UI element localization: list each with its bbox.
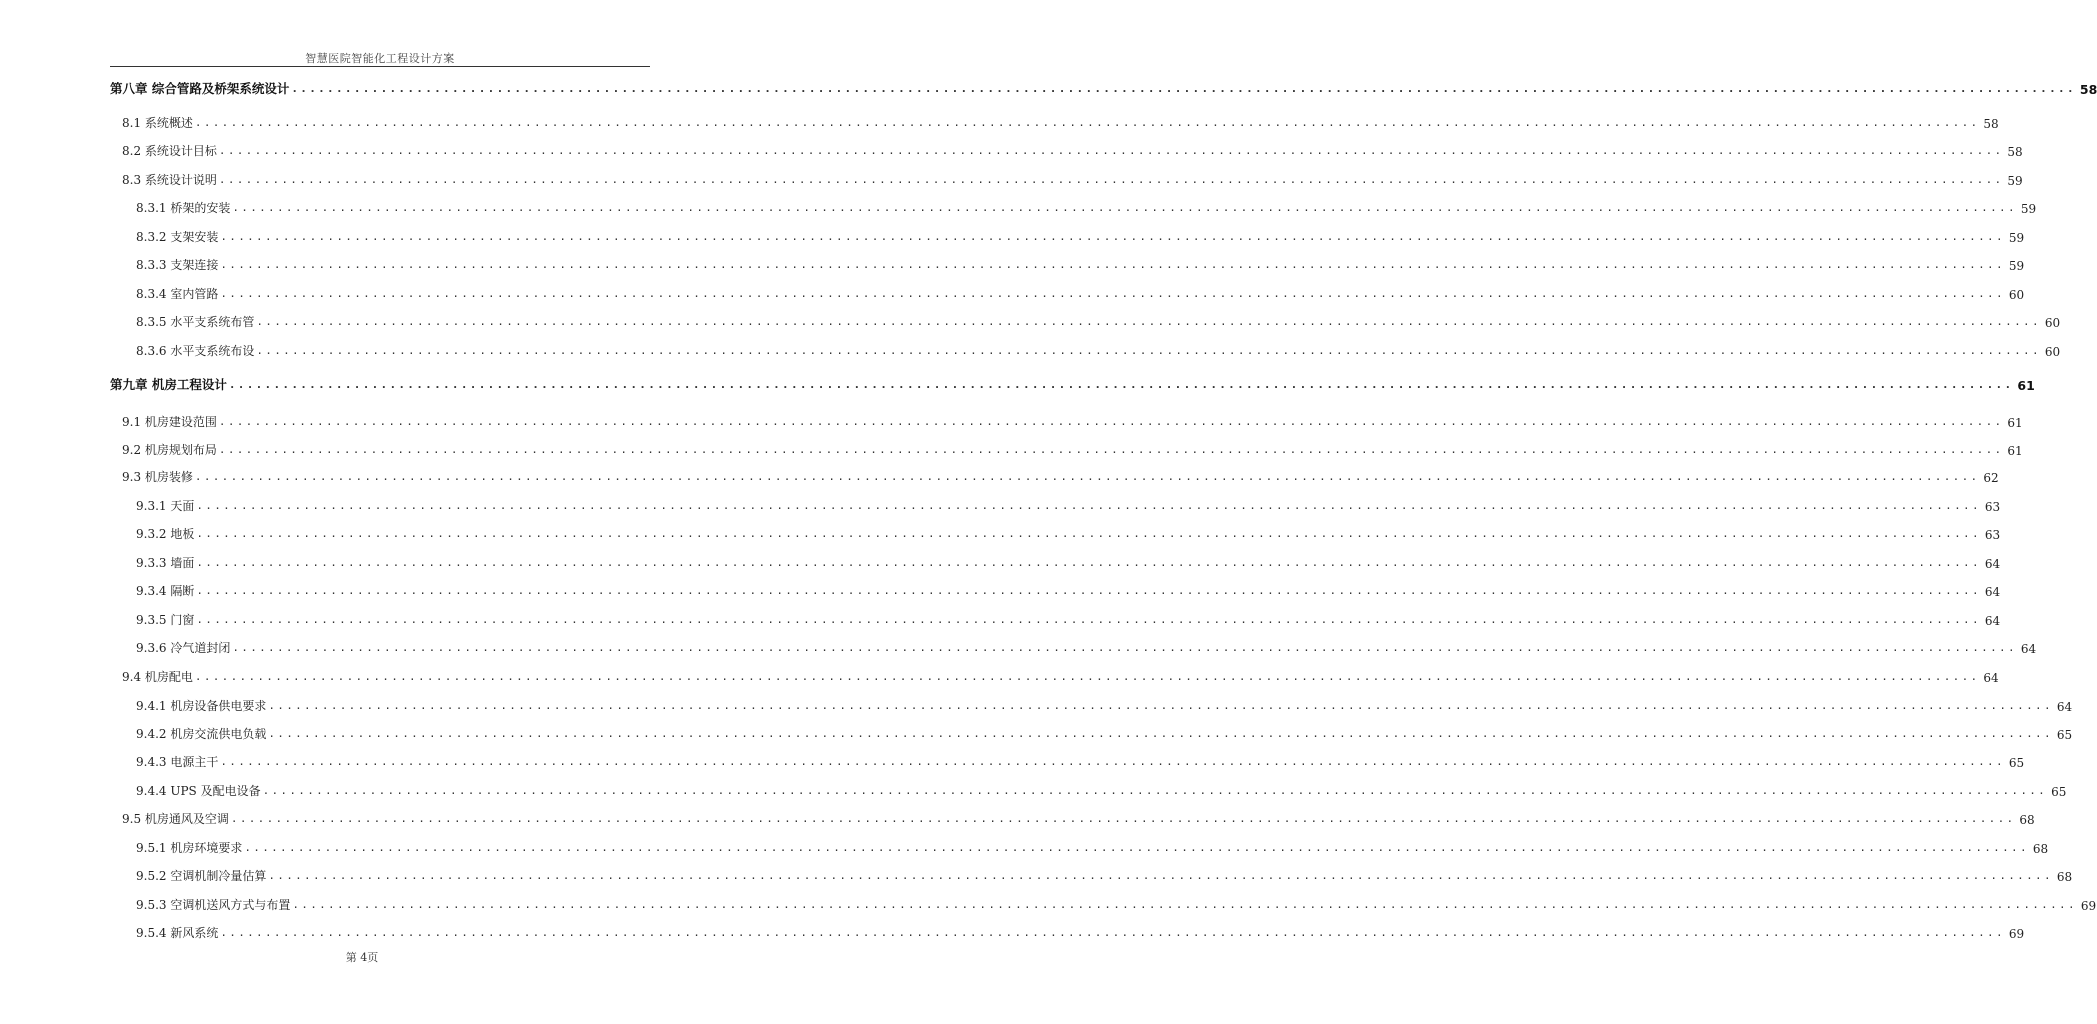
dot-leader: ........................................................................................................................................................................................................	[232, 641, 2017, 654]
dot-leader: ........................................................................................................................................................................................................	[196, 613, 1981, 626]
toc-entry-label: 8.3.1 桥架的安装	[136, 201, 231, 215]
dot-leader: ........................................................................................................................................................................................................	[291, 82, 2076, 95]
dot-leader: ........................................................................................................................................................................................................	[230, 812, 2016, 825]
dot-leader: ........................................................................................................................................................................................................	[244, 841, 2029, 854]
toc-entry-page: 63	[1984, 500, 2001, 514]
dot-leader: ........................................................................................................................................................................................................	[194, 470, 1980, 483]
toc-entry-label: 第九章 机房工程设计	[110, 377, 227, 392]
toc-entry-label: 9.4.4 UPS 及配电设备	[136, 784, 261, 798]
toc-entry[interactable]	[136, 610, 2001, 628]
toc-entry-page: 64	[1984, 614, 2001, 628]
toc-entry[interactable]	[122, 440, 2023, 458]
dot-leader: ........................................................................................................................................................................................................	[262, 784, 2048, 797]
toc-entry[interactable]	[136, 496, 2001, 514]
toc-entry-page: 69	[2080, 899, 2097, 913]
toc-entry-page: 59	[2020, 202, 2037, 216]
dot-leader: ........................................................................................................................................................................................................	[218, 144, 2004, 157]
running-header: 智慧医院智能化工程设计方案	[305, 52, 455, 65]
toc-entry-page: 59	[2008, 259, 2025, 273]
toc-entry[interactable]	[122, 170, 2023, 188]
toc-entry-label: 9.5.4 新风系统	[136, 926, 219, 940]
toc-entry-page: 58	[2007, 145, 2023, 159]
toc-entry-label: 8.3.3 支架连接	[136, 258, 219, 272]
toc-entry[interactable]	[122, 467, 1999, 485]
toc-entry-page: 61	[2007, 444, 2023, 458]
toc-entry-label: 8.3.5 水平支系统布管	[136, 315, 255, 329]
toc-entry-page: 58	[1983, 117, 1999, 131]
toc-entry[interactable]	[110, 79, 2097, 97]
toc-entry-page: 64	[2056, 700, 2073, 714]
toc-entry-page: 65	[2051, 785, 2067, 799]
toc-entry-page: 69	[2008, 927, 2025, 941]
toc-entry-label: 9.4 机房配电	[122, 670, 193, 684]
toc-entry[interactable]	[136, 284, 2025, 302]
toc-entry[interactable]	[136, 866, 2073, 884]
dot-leader: ........................................................................................................................................................................................................	[220, 287, 2005, 300]
toc-entry[interactable]	[122, 809, 2035, 827]
dot-leader: ........................................................................................................................................................................................................	[292, 898, 2077, 911]
toc-entry-page: 63	[1984, 528, 2001, 542]
dot-leader: ........................................................................................................................................................................................................	[268, 699, 2053, 712]
toc-entry-label: 8.3 系统设计说明	[122, 173, 217, 187]
toc-entry-page: 64	[1983, 671, 1999, 685]
toc-entry-label: 9.5.2 空调机制冷量估算	[136, 869, 267, 883]
toc-entry-label: 9.3.2 地板	[136, 527, 195, 541]
dot-leader: ........................................................................................................................................................................................................	[256, 344, 2041, 357]
dot-leader: ........................................................................................................................................................................................................	[196, 556, 1981, 569]
toc-entry-label: 9.2 机房规划布局	[122, 443, 217, 457]
toc-entry[interactable]	[136, 638, 2037, 656]
toc-entry[interactable]	[136, 696, 2073, 714]
header-rule	[110, 66, 650, 67]
toc-entry-page: 64	[1984, 585, 2001, 599]
toc-entry-label: 9.5 机房通风及空调	[122, 812, 229, 826]
dot-leader: ........................................................................................................................................................................................................	[268, 727, 2053, 740]
toc-entry[interactable]	[136, 724, 2073, 742]
toc-entry[interactable]	[110, 375, 2035, 393]
toc-entry[interactable]	[122, 141, 2023, 159]
toc-entry-page: 58	[2079, 82, 2097, 97]
toc-entry-page: 64	[1984, 557, 2001, 571]
dot-leader: ........................................................................................................................................................................................................	[220, 258, 2005, 271]
toc-entry[interactable]	[136, 838, 2049, 856]
toc-entry-page: 61	[2017, 378, 2035, 393]
toc-entry-label: 9.5.3 空调机送风方式与布置	[136, 898, 291, 912]
toc-entry[interactable]	[136, 752, 2025, 770]
toc-entry-label: 8.1 系统概述	[122, 116, 193, 130]
toc-entry-page: 62	[1983, 471, 1999, 485]
toc-entry-page: 64	[2020, 642, 2037, 656]
toc-entry-page: 61	[2007, 416, 2023, 430]
dot-leader: ........................................................................................................................................................................................................	[194, 670, 1980, 683]
dot-leader: ........................................................................................................................................................................................................	[220, 926, 2005, 939]
toc-entry[interactable]	[136, 312, 2061, 330]
page-number: 第 4页	[345, 951, 379, 964]
toc-entry-label: 9.5.1 机房环境要求	[136, 841, 243, 855]
dot-leader: ........................................................................................................................................................................................................	[194, 116, 1980, 129]
toc-entry-page: 59	[2008, 231, 2025, 245]
toc-entry[interactable]	[136, 198, 2037, 216]
dot-leader: ........................................................................................................................................................................................................	[228, 378, 2014, 391]
toc-entry-page: 65	[2056, 728, 2073, 742]
toc-entry[interactable]	[136, 923, 2025, 941]
dot-leader: ........................................................................................................................................................................................................	[218, 415, 2004, 428]
toc-entry-page: 60	[2008, 288, 2025, 302]
toc-entry[interactable]	[136, 341, 2061, 359]
toc-entry-label: 9.1 机房建设范围	[122, 415, 217, 429]
toc-entry-label: 9.3.4 隔断	[136, 584, 195, 598]
toc-entry[interactable]	[136, 581, 2001, 599]
dot-leader: ........................................................................................................................................................................................................	[232, 201, 2017, 214]
toc-entry[interactable]	[136, 895, 2097, 913]
toc-entry-label: 8.3.6 水平支系统布设	[136, 344, 255, 358]
dot-leader: ........................................................................................................................................................................................................	[196, 499, 1981, 512]
toc-entry-label: 9.3.6 冷气道封闭	[136, 641, 231, 655]
dot-leader: ........................................................................................................................................................................................................	[256, 315, 2041, 328]
toc-entry[interactable]	[136, 255, 2025, 273]
toc-entry-label: 9.3.3 墙面	[136, 556, 195, 570]
dot-leader: ........................................................................................................................................................................................................	[268, 869, 2053, 882]
toc-entry-page: 60	[2044, 316, 2061, 330]
toc-entry-page: 65	[2008, 756, 2025, 770]
toc-entry-label: 9.4.1 机房设备供电要求	[136, 699, 267, 713]
toc-entry[interactable]	[136, 227, 2025, 245]
dot-leader: ........................................................................................................................................................................................................	[218, 173, 2004, 186]
toc-entry-label: 9.3.1 天面	[136, 499, 195, 513]
toc-entry-page: 60	[2044, 345, 2061, 359]
toc-entry-label: 8.3.2 支架安装	[136, 230, 219, 244]
dot-leader: ........................................................................................................................................................................................................	[218, 443, 2004, 456]
toc-entry-label: 8.2 系统设计目标	[122, 144, 217, 158]
toc-entry-label: 9.4.2 机房交流供电负载	[136, 727, 267, 741]
toc-entry-label: 9.4.3 电源主干	[136, 755, 219, 769]
toc-entry[interactable]	[136, 781, 2067, 799]
toc-entry-page: 59	[2007, 174, 2023, 188]
dot-leader: ........................................................................................................................................................................................................	[196, 527, 1981, 540]
toc-entry[interactable]	[122, 667, 1999, 685]
toc-entry-label: 8.3.4 室内管路	[136, 287, 219, 301]
toc-entry-page: 68	[2032, 842, 2049, 856]
toc-entry[interactable]	[122, 113, 1999, 131]
dot-leader: ........................................................................................................................................................................................................	[196, 584, 1981, 597]
toc-entry-label: 第八章 综合管路及桥架系统设计	[110, 81, 290, 96]
toc-entry-page: 68	[2019, 813, 2035, 827]
dot-leader: ........................................................................................................................................................................................................	[220, 755, 2005, 768]
toc-entry-page: 68	[2056, 870, 2073, 884]
toc-entry-label: 9.3.5 门窗	[136, 613, 195, 627]
toc-entry[interactable]	[136, 524, 2001, 542]
dot-leader: ........................................................................................................................................................................................................	[220, 230, 2005, 243]
toc-entry-label: 9.3 机房装修	[122, 470, 193, 484]
toc-entry[interactable]	[136, 553, 2001, 571]
toc-entry[interactable]	[122, 412, 2023, 430]
